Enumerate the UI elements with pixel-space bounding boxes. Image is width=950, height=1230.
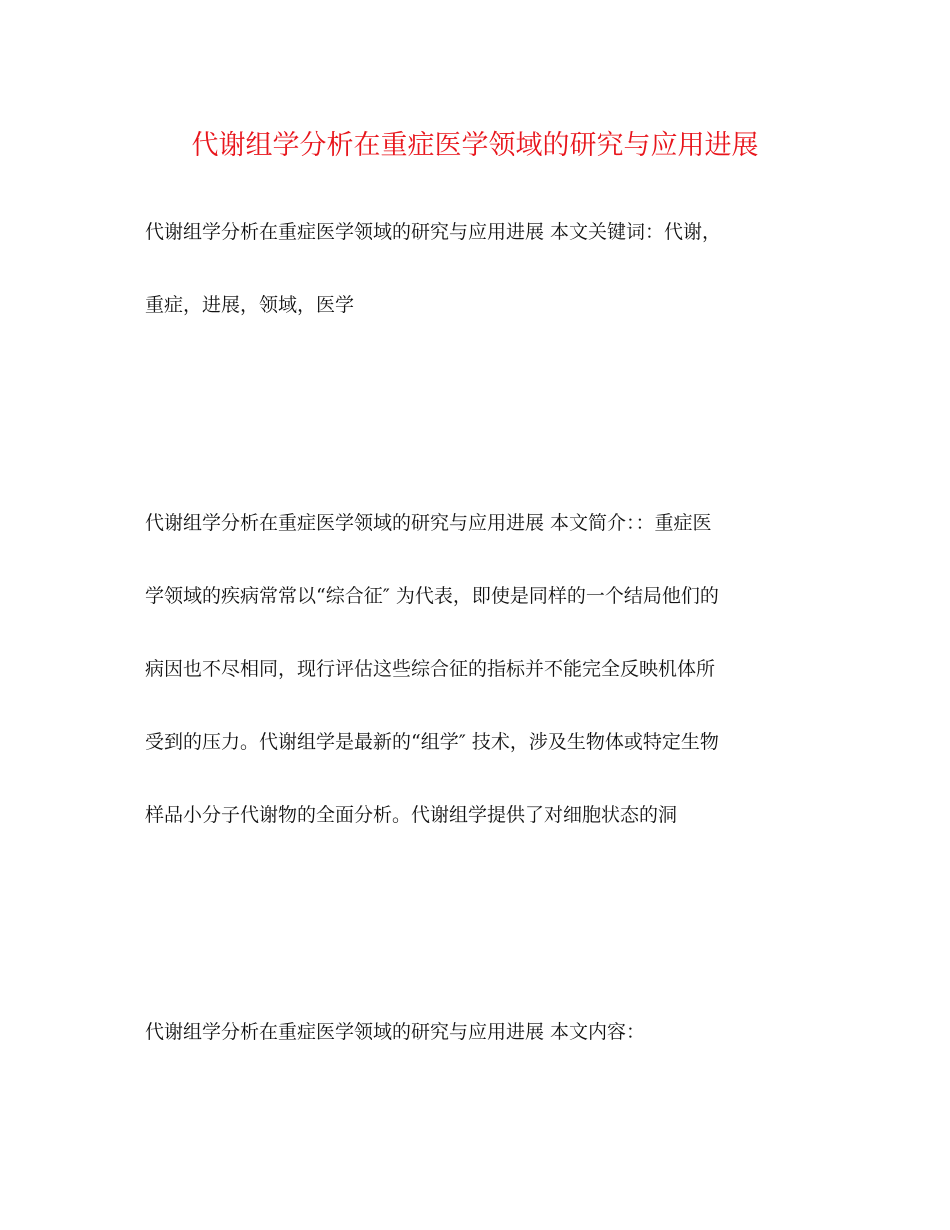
abstract-line-2: 学领域的疾病常常以“综合征″ 为代表，即使是同样的一个结局他们的 [145, 585, 719, 607]
document-title: 代谢组学分析在重症医学领域的研究与应用进展 [191, 130, 759, 161]
abstract-line-4: 受到的压力。代谢组学是最新的“组学″ 技术，涉及生物体或特定生物 [145, 731, 719, 753]
keywords-line-2: 重症，进展，领域，医学 [145, 294, 355, 316]
abstract-line-5: 样品小分子代谢物的全面分析。代谢组学提供了对细胞状态的洞 [145, 804, 678, 826]
content-heading-line: 代谢组学分析在重症医学领域的研究与应用进展 本文内容： [145, 1021, 646, 1043]
abstract-line-3: 病因也不尽相同，现行评估这些综合征的指标并不能完全反映机体所 [145, 658, 716, 680]
keywords-line-1: 代谢组学分析在重症医学领域的研究与应用进展 本文关键词：代谢， [145, 221, 722, 243]
abstract-line-1: 代谢组学分析在重症医学领域的研究与应用进展 本文简介：：重症医 [145, 512, 712, 534]
